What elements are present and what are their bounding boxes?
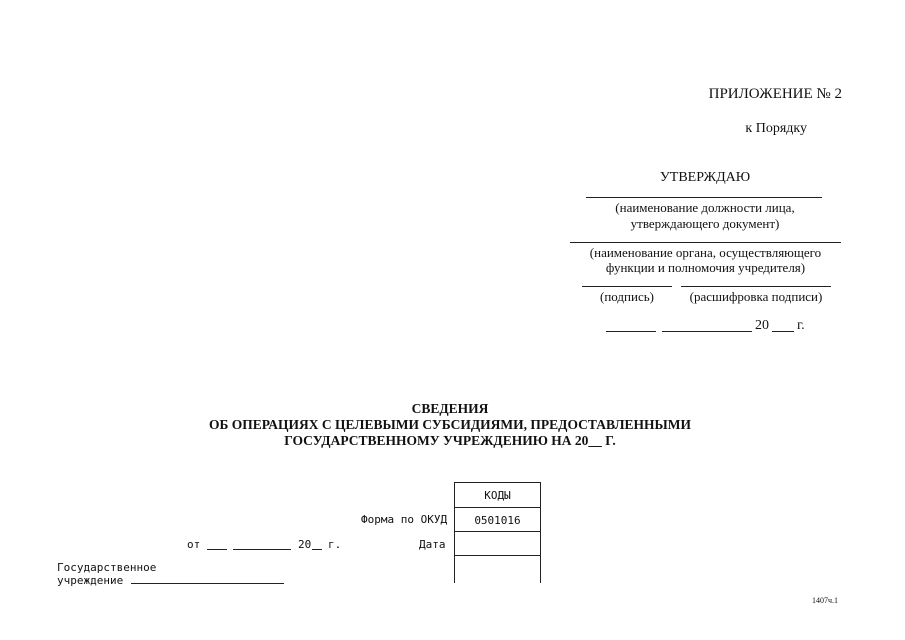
annex-title: ПРИЛОЖЕНИЕ № 2 (708, 86, 842, 102)
signature-decode-line (681, 286, 831, 287)
from-label: от (187, 538, 201, 551)
from-month-line (233, 549, 291, 550)
institution-label-line2: учреждение (57, 574, 124, 587)
position-signature-line (586, 197, 822, 198)
from-day-line (207, 549, 227, 550)
approval-title: УТВЕРЖДАЮ (659, 170, 751, 185)
codes-row-divider (455, 531, 540, 532)
from-year-line (312, 549, 322, 550)
codes-row-divider (455, 555, 540, 556)
date-label: Дата (419, 538, 446, 551)
codes-table (454, 482, 541, 583)
okud-code: 0501016 (474, 514, 521, 527)
institution-label-line1: Государственное (57, 561, 157, 574)
date-year-suffix: г. (797, 318, 805, 333)
annex-subtitle: к Порядку (745, 121, 807, 136)
document-heading-line2: ОБ ОПЕРАЦИЯХ С ЦЕЛЕВЫМИ СУБСИДИЯМИ, ПРЕДОСТАВЛЕННЫМИ (208, 417, 692, 432)
signature-line (582, 286, 672, 287)
organ-caption-line2: функции и полномочия учредителя) (605, 260, 806, 275)
document-heading-line3: ГОСУДАРСТВЕННОМУ УЧРЕЖДЕНИЮ НА 20__ Г. (284, 433, 616, 448)
date-month-line (662, 331, 752, 332)
from-year-suffix: г. (328, 538, 342, 551)
form-code-mark: 1407ч.1 (812, 596, 839, 605)
position-caption-line2: утверждающего документ) (630, 216, 780, 231)
from-year-prefix: 20 (298, 538, 312, 551)
date-year-line (772, 331, 794, 332)
okud-label: Форма по ОКУД (361, 513, 448, 526)
organ-line (570, 242, 841, 243)
codes-row-divider (455, 507, 540, 508)
document-heading-line1: СВЕДЕНИЯ (411, 401, 489, 416)
date-day-line (606, 331, 656, 332)
position-caption-line1: (наименование должности лица, (615, 200, 795, 215)
codes-header: КОДЫ (484, 489, 511, 502)
organ-caption-line1: (наименование органа, осуществляющего (589, 245, 822, 260)
signature-decode-caption: (расшифровка подписи) (689, 289, 823, 304)
institution-field-line (131, 583, 284, 584)
date-year-prefix: 20 (755, 318, 769, 333)
signature-caption: (подпись) (600, 289, 654, 304)
